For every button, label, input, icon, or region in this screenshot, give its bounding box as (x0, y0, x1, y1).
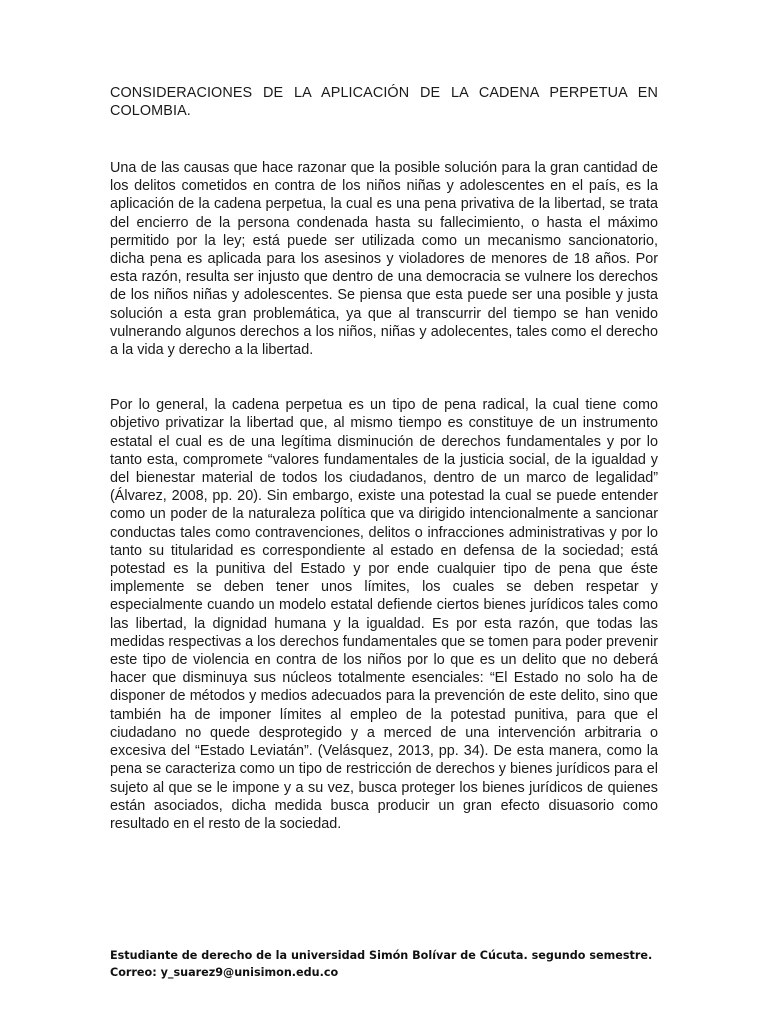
document-title: CONSIDERACIONES DE LA APLICACIÓN DE LA CADENA PERPETUA EN COLOMBIA. (110, 85, 658, 119)
paragraph-2: Por lo general, la cadena perpetua es un tipo de pena radical, la cual tiene como objetivo privatizar la libertad que, al mismo tiempo es constituye de un instrumento estatal el cual es de una legítima disminución de derechos fundamentales y por lo tanto esta, compromete “valores fundamentales de la justicia social, de la igualdad y del bienestar material de todos los ciudadanos, dentro de un marco de legalidad” (Álvarez, 2008, pp. 20). Sin embargo, existe una potestad la cual se puede entender como un poder de la naturaleza política que va dirigido intencionalmente a sancionar conductas tales como contravenciones, delitos o infracciones administrativas y por lo tanto su titularidad es correspondiente al estado en defensa de la sociedad; está potestad es la punitiva del Estado y por ende cualquier tipo de pena que éste implemente se deben tener unos límites, los cuales se deben respetar y especialmente cuando un modelo estatal defiende ciertos bienes jurídicos tales como las libertad, la dignidad humana y la igualdad. Es por esta razón, que todas las medidas respectivas a los derechos fundamentales que se tomen para poder prevenir este tipo de violencia en contra de los niños por lo que es un delito que no deberá hacer que disminuya sus núcleos totalmente esenciales: “El Estado no solo ha de disponer de métodos y medios adecuados para la prevención de este delito, sino que también ha de imponer límites al empleo de la potestad punitiva, para que el ciudadano no quede desprotegido y a merced de una intervención arbitraria o excesiva del “Estado Leviatán”. (Velásquez, 2013, pp. 34). De esta manera, como la pena se caracteriza como un tipo de restricción de derechos y bienes jurídicos para el sujeto al que se le impone y a su vez, busca proteger los bienes jurídicos de quienes están asociados, dicha medida busca producir un gran efecto disuasorio como resultado en el resto de la sociedad. (110, 397, 658, 832)
paragraph-1: Una de las causas que hace razonar que la posible solución para la gran cantidad de los delitos cometidos en contra de los niños niñas y adolescentes en el país, es la aplicación de la cadena perpetua, la cual es una pena privativa de la libertad, se trata del encierro de la persona condenada hasta su fallecimiento, o hasta el máximo permitido por la ley; está puede ser utilizada como un mecanismo sancionatorio, dicha pena es aplicada para los asesinos y violadores de menores de 18 años. Por esta razón, resulta ser injusto que dentro de una democracia se vulnere los derechos de los niños niñas y adolescentes. Se piensa que esta puede ser una posible y justa solución a esta gran problemática, ya que al transcurrir del tiempo se han venido vulnerando algunos derechos a los niños, niñas y adolecentes, tales como el derecho a la vida y derecho a la libertad. (110, 160, 658, 359)
document-body (110, 84, 658, 833)
author-footnote: Estudiante de derecho de la universidad Simón Bolívar de Cúcuta. segundo semestre. Correo: y_suarez9@unisimon.edu.co (110, 949, 653, 979)
